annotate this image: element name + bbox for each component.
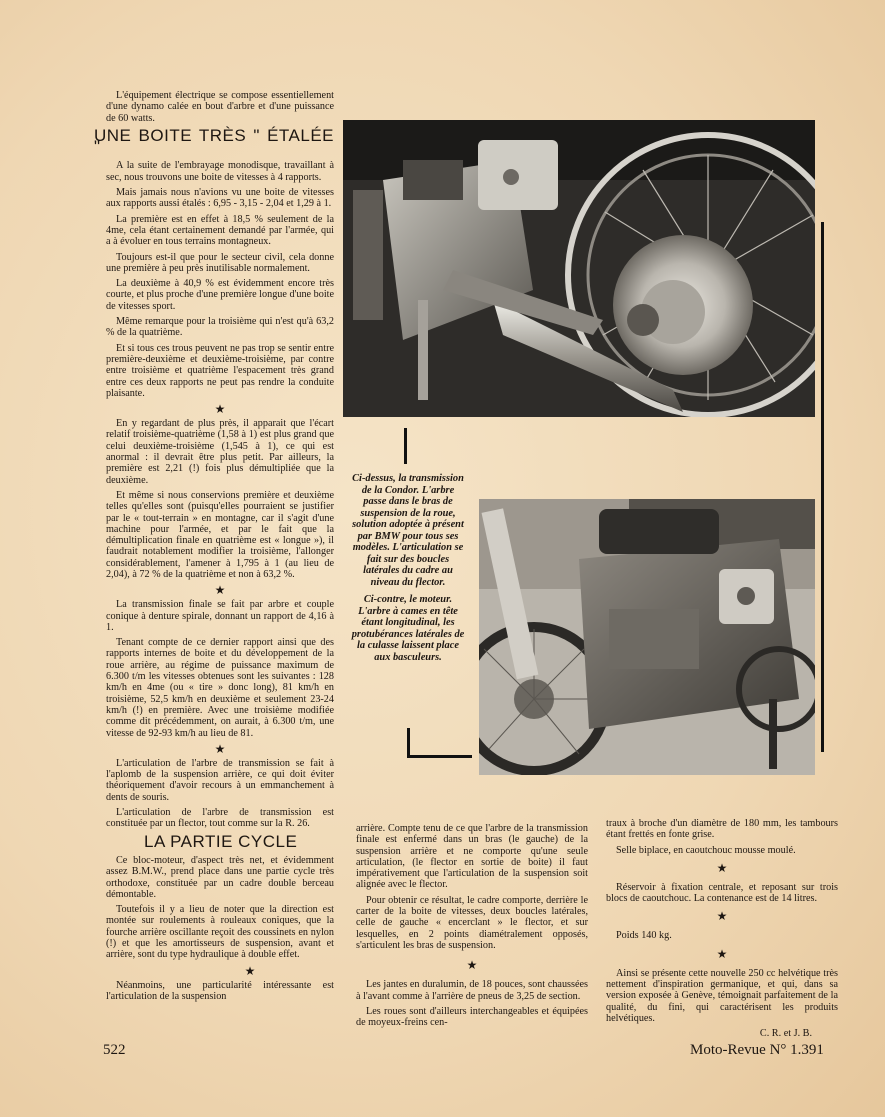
paragraph: Et si tous ces trous peuvent ne pas trop se sentir entre première-deuxième et deuxième-troisième, par contre entre troisième et quatrième l'espacement très grand entre ces deux rapports ne peut pas rendre la conduite plaisante.: [106, 342, 334, 399]
caption-engine: Ci-contre, le moteur. L'arbre à cames en tête étant longitudinal, les protubérances latérales de la culasse laissent place aux basculeurs.: [351, 594, 465, 663]
magazine-issue: Moto-Revue N° 1.391: [690, 1042, 824, 1058]
horizontal-rule: [407, 755, 472, 758]
vertical-rule: [407, 728, 410, 758]
paragraph: Toutefois il y a lieu de noter que la direction est montée sur roulements à rouleaux coniques, que la fourche arrière oscillante reçoit des coussinets en nylon (!) et que les amortisseurs de suspension, avant et arrière, sont du type hydraulique à double effet.: [106, 904, 334, 961]
star-separator: ★: [716, 860, 728, 875]
paragraph: Mais jamais nous n'avions vu une boite de vitesses aux rapports aussi étalés : 6,95 - 3,15 - 2,04 et 1,29 à 1.: [106, 187, 334, 210]
brakes-paragraphs: [606, 818, 838, 856]
suspension-paragraphs: [356, 823, 588, 951]
star-separator: ★: [466, 958, 478, 973]
paragraph: Les jantes en duralumin, de 18 pouces, sont chaussées à l'avant comme à l'arrière de pneus de 3,25 de section.: [356, 979, 588, 1002]
paragraph: A la suite de l'embrayage monodisque, travaillant à sec, nous trouvons une boite de vitesses à 4 rapports.: [106, 160, 334, 183]
gearbox-paragraphs-a: [106, 160, 334, 399]
transmission-paragraphs: [106, 599, 334, 739]
paragraph: Les roues sont d'ailleurs interchangeables et équipées de moyeux-freins cen-: [356, 1005, 588, 1029]
paragraph: Réservoir à fixation centrale, et reposant sur trois blocs de caoutchouc. La contenance est de 14 litres.: [606, 881, 838, 905]
vertical-rule: [404, 428, 407, 464]
cycle-paragraphs: [106, 855, 334, 961]
wheels-paragraphs: [356, 979, 588, 1028]
paragraph: Selle biplace, en caoutchouc mousse moulé.: [616, 844, 796, 856]
paragraph: L'articulation de l'arbre de transmission est constituée par un flector, tout comme sur la R. 26.: [106, 807, 334, 830]
caption-area: [350, 473, 466, 669]
paragraph: Néanmoins, une particularité intéressante est l'articulation de la suspension: [106, 979, 334, 1002]
column-middle: [356, 823, 588, 1032]
paragraph: La deuxième à 40,9 % est évidemment encore très courte, et plus proche d'une première longue d'une boite de vitesses sport.: [106, 278, 335, 312]
paragraph: La première est en effet à 18,5 % seulement de la 4me, cela étant certainement demandé par l'armée, qui a à évoluer en tous terrains montagneux.: [106, 213, 334, 248]
transmission-photo: [343, 120, 815, 417]
column-left: [94, 90, 335, 1006]
caption-transmission: Ci-dessus, la transmission de la Condor. L'arbre passe dans le bras de suspension de la roue, solution adoptée à présent par BMW pour tous ses modèles. L'articulation se fait sur des boucles latérales du cadre au niveau du flector.: [352, 473, 464, 588]
page-number: 522: [103, 1042, 126, 1058]
paragraph: Poids 140 kg.: [616, 930, 672, 942]
paragraph: Même remarque pour la troisième qui n'est qu'à 63,2 % de la quatrième.: [106, 316, 334, 339]
paragraph: La transmission finale se fait par arbre et couple conique à denture spirale, donnant un rapport de 4,16 à 1.: [106, 599, 334, 633]
paragraph: Ce bloc-moteur, d'aspect très net, et évidemment assez B.M.W., prend place dans une partie cycle très orthodoxe, constituée par un cadre double berceau démontable.: [106, 854, 334, 900]
paragraph: En y regardant de plus près, il apparait que l'écart relatif troisième-quatrième (1,58 à 1) est plus grand que celui deuxième-troisième (1,545 à 1), ce qui est anormal : il devrait être plus petit. Par ailleurs, la première est 2,21 (!) fois plus démultipliée que la deuxième.: [106, 418, 334, 486]
star-separator: ★: [214, 741, 226, 756]
paragraph: Tenant compte de ce dernier rapport ainsi que des rapports internes de boite et du développement de la roue arrière, au régime de puissance maximum de 6.300 t/m les vitesses obtenues sont les suivantes : 128 km/h en 4me (ou « tire » donc long), 81 km/h en troisième, 52,5 km/h en deuxième et seulement 23-24 km/h (!) en première. Avec une troisième modifiée comme dit précédemment, on aurait, à 6.300 t/m, une vitesse de 92-93 km/h au lieu de 81.: [106, 637, 334, 739]
column-right: [606, 818, 838, 1040]
star-separator: ★: [244, 963, 256, 978]
vertical-rule: [821, 222, 824, 752]
star-separator: ★: [716, 946, 728, 961]
articulation-paragraphs: [106, 758, 334, 830]
paragraph: Et même si nous conservions première et deuxième telles qu'elles sont (puisqu'elles pourraient se justifier par le « tout-terrain » en montagne, car il s'agit d'une machine pour l'armée, et par le fait que la démultiplication finale en quatrième est « longue »), il faudrait notablement modifier la troisième, l'allonger considérablement, l'amener à 1,795 à 1 (au lieu de 2,04), à 72 % de la quatrième et non à 63,2 %.: [106, 489, 334, 580]
paragraph: Toujours est-il que pour le secteur civil, cela donne une première à peu près inutilisable normalement.: [106, 251, 334, 274]
engine-photo: [479, 499, 815, 775]
paragraph: L'articulation de l'arbre de transmission se fait à l'aplomb de la suspension arrière, ce qui doit éviter théoriquement d'avoir recours à un emmanchement à dents de souris.: [106, 757, 334, 803]
star-separator: ★: [214, 583, 226, 598]
paragraph: Ainsi se présente cette nouvelle 250 cc helvétique très nettement d'inspiration germanique, et qui, dans sa version exposée à Genève, témoignait parfaitement de la qualité, du fini, qui caractérisent les produits helvétiques.: [606, 967, 838, 1024]
star-separator: ★: [716, 909, 728, 924]
section-heading-gearbox: UNE BOITE TRÈS " ÉTALÉE ": [94, 125, 334, 157]
section-heading-cycle: LA PARTIE CYCLE: [144, 831, 298, 851]
paragraph: arrière. Compte tenu de ce que l'arbre de la transmission finale est enfermé dans un bras (le gauche) de la suspension arrière et ne comporte qu'une seule articulation, (le flector en sortie de boite) il faut impérativement que l'articulation de la suspension soit alignée avec le flector.: [356, 823, 588, 891]
star-separator: ★: [214, 402, 226, 417]
engine-photo-graphic: [479, 499, 815, 775]
paragraph: traux à broche d'un diamètre de 180 mm, les tambours étant frettés en fonte grise.: [606, 818, 838, 841]
transmission-photo-graphic: [343, 120, 815, 417]
signature: C. R. et J. B.: [759, 1028, 812, 1040]
gearbox-paragraphs-b: [106, 418, 334, 580]
intro-paragraph: L'équipement électrique se compose essentiellement d'une dynamo calée en bout d'arbre et d'une puissance de 60 watts.: [106, 90, 334, 124]
paragraph: Pour obtenir ce résultat, le cadre comporte, derrière le carter de la boite de vitesses, deux boucles latérales, celle de gauche « encerclant » le flector, et sur lesquelles, en 2 points diamétralement opposés, s'articulent les bras de suspension.: [356, 894, 588, 951]
